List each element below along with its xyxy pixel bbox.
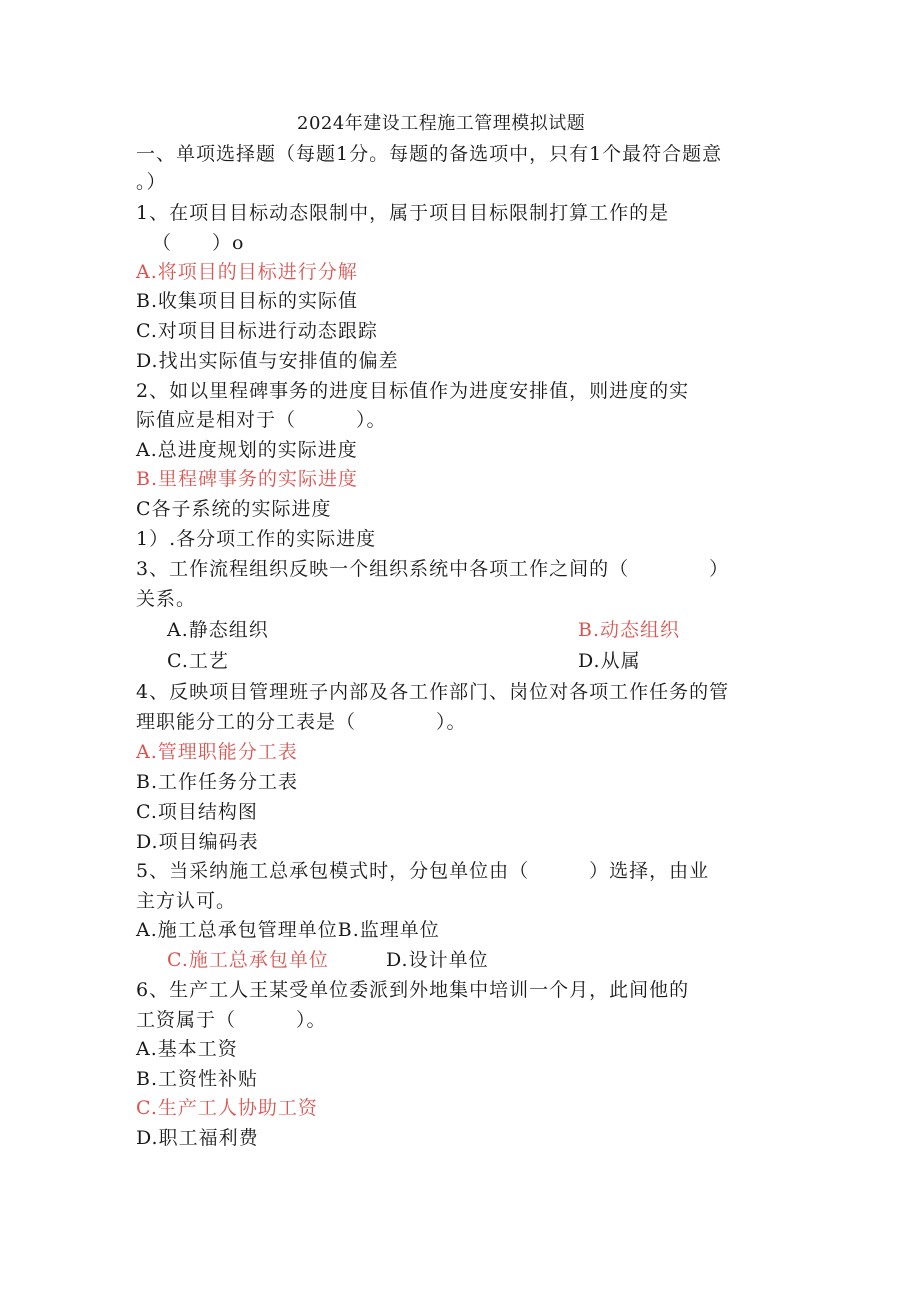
question-2-option-c: C各子系统的实际进度: [136, 498, 332, 520]
question-1-option-d: D.找出实际值与安排值的偏差: [136, 350, 399, 372]
section-heading-cont: 。）: [136, 171, 167, 193]
question-2-option-d: 1）.各分项工作的实际进度: [136, 528, 377, 550]
question-3-stem: 3、工作流程组织反映一个组织系统中各项工作之间的（ ）: [136, 558, 730, 580]
question-1-stem: 1、在项目目标动态限制中，属于项目目标限制打算工作的是: [136, 202, 670, 224]
question-4-stem: 4、反映项目管理班子内部及各工作部门、岗位对各项工作任务的管: [136, 681, 730, 703]
question-5-stem-cont: 主方认可。: [136, 890, 237, 912]
question-6-option-a: A.基本工资: [136, 1038, 238, 1060]
question-4-option-c: C.项目结构图: [136, 801, 258, 823]
question-1-option-b: B.收集项目目标的实际值: [136, 290, 359, 312]
question-5-stem: 5、当采纳施工总承包模式时，分包单位由（ ）选择，由业: [136, 860, 710, 882]
question-4-option-d: D.项目编码表: [136, 831, 259, 853]
section-heading: 一、单项选择题（每题1分。每题的备选项中，只有1个最符合题意: [136, 143, 723, 165]
question-4-option-b: B.工作任务分工表: [136, 771, 299, 793]
question-3-stem-cont: 关系。: [136, 588, 197, 610]
question-2-option-b-answer: B.里程碑事务的实际进度: [136, 468, 359, 490]
question-2-stem: 2、如以里程碑事务的进度目标值作为进度安排值，则进度的实: [136, 380, 690, 402]
question-6-stem-cont: 工资属于（ ）。: [136, 1009, 327, 1031]
question-2-stem-cont: 际值应是相对于（ ）。: [136, 409, 387, 431]
page-title: 2024年建设工程施工管理模拟试题: [297, 113, 586, 134]
question-2-option-a: A.总进度规划的实际进度: [136, 439, 358, 461]
question-5-option-c-answer: C.施工总承包单位: [167, 949, 329, 971]
question-6-option-c-answer: C.生产工人协助工资: [136, 1097, 318, 1119]
question-3-option-a: A.静态组织: [167, 619, 269, 641]
question-5-option-ab: A.施工总承包管理单位B.监理单位: [136, 919, 440, 941]
question-4-stem-cont: 理职能分工的分工表是（ ）。: [136, 711, 467, 733]
question-5-option-d: D.设计单位: [386, 949, 489, 971]
question-6-option-d: D.职工福利费: [136, 1127, 259, 1149]
question-3-option-d: D.从属: [578, 650, 641, 672]
question-3-option-c: C.工艺: [167, 650, 229, 672]
question-4-option-a-answer: A.管理职能分工表: [136, 741, 298, 763]
question-1-option-a-answer: A.将项目的目标进行分解: [136, 261, 358, 283]
question-1-stem-cont: （ ）o: [152, 232, 245, 254]
question-3-option-b-answer: B.动态组织: [578, 619, 681, 641]
question-6-option-b: B.工资性补贴: [136, 1068, 259, 1090]
question-1-option-c: C.对项目目标进行动态跟踪: [136, 320, 378, 342]
question-6-stem: 6、生产工人王某受单位委派到外地集中培训一个月，此间他的: [136, 979, 690, 1001]
